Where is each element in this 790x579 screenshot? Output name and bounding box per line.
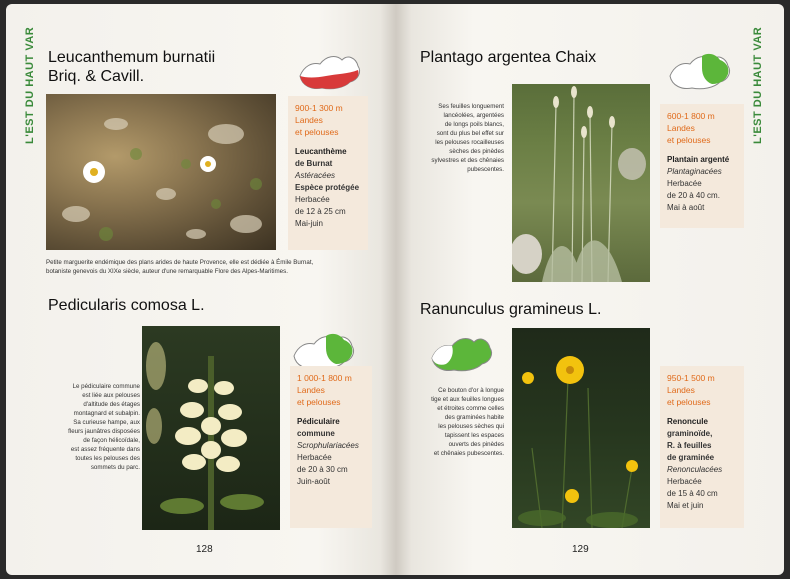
desc-line: tapissent les espaces bbox=[444, 432, 504, 439]
section-side-title-right: L'EST DU HAUT VAR bbox=[752, 26, 764, 144]
desc-line: sèches des pinèdes bbox=[449, 148, 504, 155]
desc-line: lancéolées, argentées bbox=[443, 112, 504, 119]
section-side-title-left: L'EST DU HAUT VAR bbox=[24, 26, 36, 144]
altitude: 1 000-1 800 m bbox=[297, 373, 352, 383]
habitat-line2: et pelouses bbox=[667, 135, 711, 145]
photo-plantago bbox=[512, 84, 650, 282]
desc-line: toutes les pelouses des bbox=[75, 455, 140, 462]
plant-height: de 15 à 40 cm bbox=[667, 489, 718, 498]
species-title-ranunculus: Ranunculus gramineus L. bbox=[420, 301, 602, 318]
info-box-ranunculus bbox=[660, 366, 744, 528]
species-title-plantago: Plantago argentea Chaix bbox=[420, 49, 597, 66]
desc-line: sommets du parc. bbox=[90, 464, 140, 471]
desc-line: Ses feuilles longuement bbox=[438, 103, 504, 110]
common-name-line1: Leucanthème bbox=[295, 147, 347, 156]
habitat-line1: Landes bbox=[295, 115, 323, 125]
family: Plantaginacées bbox=[667, 167, 722, 176]
info-box-pedicularis bbox=[290, 366, 372, 528]
plant-type: Herbacée bbox=[667, 179, 702, 188]
desc-line: montagnard et subalpin. bbox=[73, 410, 140, 417]
page-number-right: 129 bbox=[572, 544, 589, 555]
range-map-icon-ranunculus bbox=[428, 330, 496, 376]
habitat-line2: et pelouses bbox=[297, 397, 341, 407]
description-pedicularis bbox=[42, 382, 140, 472]
plant-type: Herbacée bbox=[297, 453, 332, 462]
caption-line2: botaniste genevois du XIXe siècle, auteur d'une remarquable Flore des Alpes-Maritimes. bbox=[46, 268, 288, 275]
range-map-icon-plantago bbox=[666, 48, 734, 94]
description-ranunculus bbox=[406, 386, 504, 458]
caption-line1: Petite marguerite endémique des plans arides de haute Provence, elle est dédiée à Émile Burnat, bbox=[46, 259, 314, 266]
altitude: 900-1 300 m bbox=[295, 103, 343, 113]
species-title-line2: Briq. & Cavill. bbox=[48, 68, 145, 85]
common-name-line1: Renoncule bbox=[667, 417, 708, 426]
common-name-line2: graminoïde, bbox=[667, 429, 713, 438]
common-name-line2: de Burnat bbox=[295, 159, 333, 168]
desc-line: est assez fréquente dans bbox=[70, 446, 140, 453]
desc-line: Le pédiculaire commune bbox=[72, 383, 140, 390]
common-name: Plantain argenté bbox=[667, 155, 730, 164]
altitude: 600-1 800 m bbox=[667, 111, 715, 121]
desc-line: les pelouses sèches qui bbox=[438, 423, 504, 430]
habitat-line2: et pelouses bbox=[295, 127, 339, 137]
flowering-period: Juin-août bbox=[297, 477, 330, 486]
plant-type: Herbacée bbox=[667, 477, 702, 486]
photo-leucanthemum bbox=[46, 94, 276, 250]
habitat-line1: Landes bbox=[667, 385, 695, 395]
habitat-line1: Landes bbox=[297, 385, 325, 395]
flowering-period: Mai et juin bbox=[667, 501, 704, 510]
family: Renonculacées bbox=[667, 465, 723, 474]
desc-line: est liée aux pelouses bbox=[82, 392, 140, 399]
species-title-pedicularis: Pedicularis comosa L. bbox=[48, 297, 205, 314]
right-page bbox=[396, 4, 784, 575]
desc-line: de longs poils blancs, bbox=[444, 121, 504, 128]
plant-height: de 20 à 30 cm bbox=[297, 465, 348, 474]
protection-status: Espèce protégée bbox=[295, 183, 360, 192]
desc-line: tige et aux feuilles longues bbox=[431, 396, 504, 403]
habitat-line2: et pelouses bbox=[667, 397, 711, 407]
common-name-line3: R. à feuilles bbox=[667, 441, 712, 450]
info-box-leucanthemum bbox=[288, 96, 368, 250]
photo-pedicularis bbox=[142, 326, 280, 530]
plant-type: Herbacée bbox=[295, 195, 330, 204]
family: Scrophulariacées bbox=[297, 441, 359, 450]
left-page bbox=[6, 4, 396, 575]
habitat-line1: Landes bbox=[667, 123, 695, 133]
range-map-icon-leucanthemum bbox=[296, 48, 364, 94]
info-box-plantago bbox=[660, 104, 744, 228]
plant-height: de 12 à 25 cm bbox=[295, 207, 346, 216]
common-name-line4: de graminée bbox=[667, 453, 715, 462]
desc-line: sont du plus bel effet sur bbox=[436, 130, 504, 137]
desc-line: et étroites comme celles bbox=[437, 405, 504, 412]
common-name-line1: Pédiculaire bbox=[297, 417, 340, 426]
page-number-left: 128 bbox=[196, 544, 213, 555]
desc-line: Ce bouton d'or à longue bbox=[438, 387, 504, 394]
desc-line: Sa curieuse hampe, aux bbox=[73, 419, 140, 426]
desc-line: d'altitude des étages bbox=[83, 401, 140, 408]
desc-line: fleurs jaunâtres disposées bbox=[68, 428, 140, 435]
desc-line: des graminées habite bbox=[444, 414, 504, 421]
species-title-line1: Leucanthemum burnatii bbox=[48, 49, 216, 66]
altitude: 950-1 500 m bbox=[667, 373, 715, 383]
plant-height: de 20 à 40 cm. bbox=[667, 191, 720, 200]
desc-line: et chênaies pubescentes. bbox=[433, 450, 504, 457]
family: Astéracées bbox=[295, 171, 336, 180]
desc-line: ouverts des pinèdes bbox=[448, 441, 504, 448]
caption-leucanthemum bbox=[46, 258, 366, 276]
description-plantago bbox=[406, 102, 504, 174]
common-name-line2: commune bbox=[297, 429, 335, 438]
photo-ranunculus bbox=[512, 328, 650, 528]
desc-line: sylvestres et des chênaies bbox=[431, 157, 504, 164]
desc-line: les pelouses rocailleuses bbox=[435, 139, 504, 146]
flowering-period: Mai-juin bbox=[295, 219, 324, 228]
desc-line: de façon hélicoïdale, bbox=[83, 437, 140, 444]
species-title-leucanthemum bbox=[48, 48, 215, 86]
desc-line: pubescentes. bbox=[467, 166, 504, 173]
flowering-period: Mai à août bbox=[667, 203, 705, 212]
